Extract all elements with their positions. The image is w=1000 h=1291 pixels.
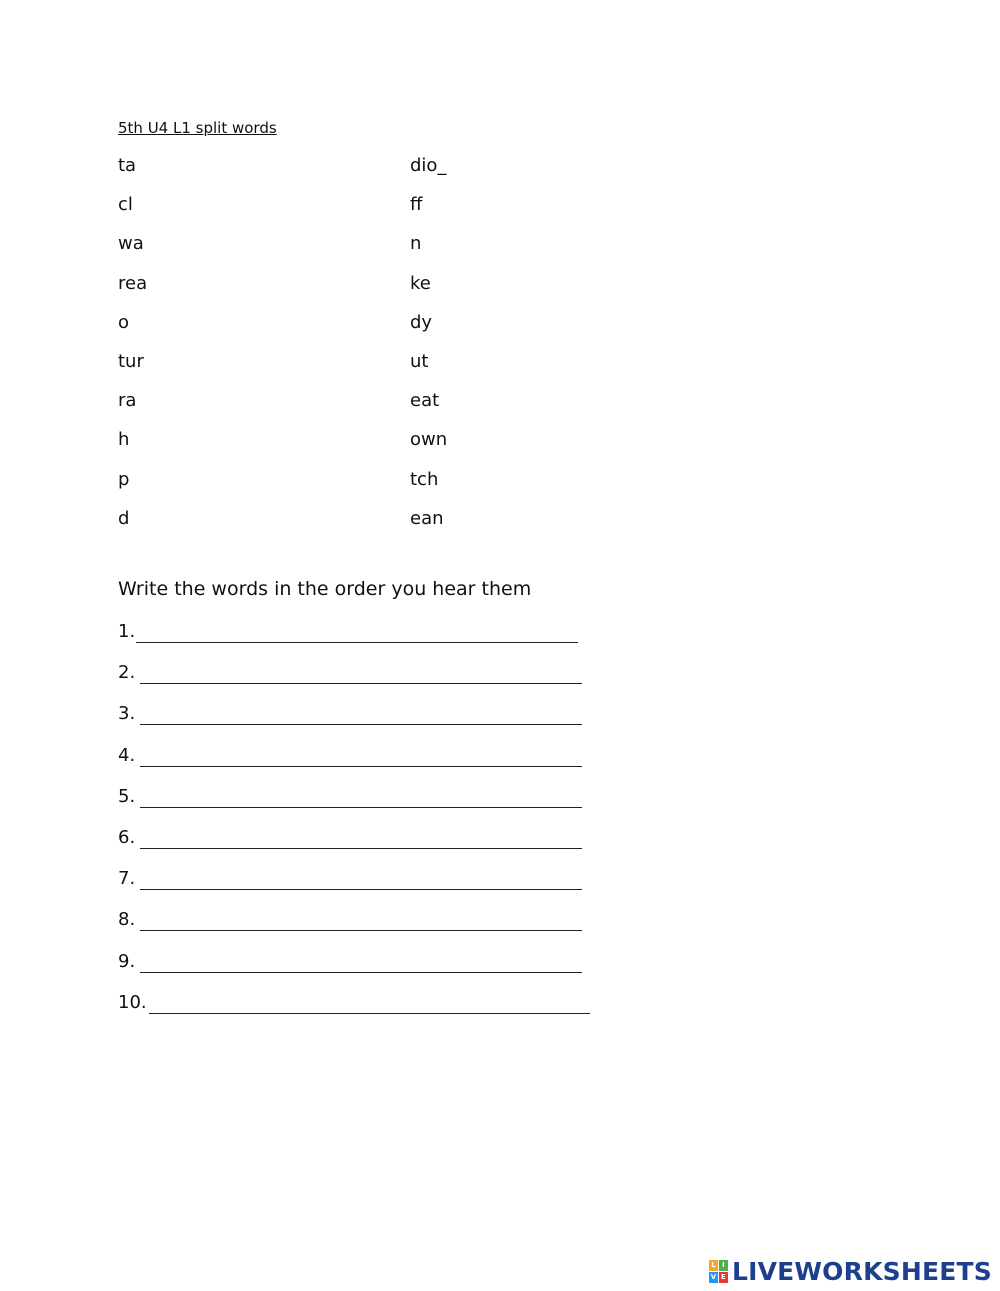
word-fragment: wa bbox=[118, 233, 144, 255]
right-word-column bbox=[410, 153, 447, 545]
word-fragment: ut bbox=[410, 350, 429, 372]
word-fragment: p bbox=[118, 468, 130, 490]
line-number: 5. bbox=[118, 785, 136, 807]
word-fragment: own bbox=[410, 429, 448, 451]
answer-lines bbox=[118, 619, 147, 1031]
answer-row bbox=[118, 825, 147, 866]
answer-blank[interactable] bbox=[140, 724, 582, 725]
answer-row bbox=[118, 866, 147, 907]
answer-blank[interactable] bbox=[136, 642, 578, 643]
logo-icon bbox=[709, 1260, 728, 1283]
word-fragment: d bbox=[118, 507, 130, 529]
answer-row bbox=[118, 743, 147, 784]
line-number: 4. bbox=[118, 744, 136, 766]
word-fragment: o bbox=[118, 311, 130, 333]
word-fragment: rea bbox=[118, 272, 148, 294]
answer-blank[interactable] bbox=[149, 1013, 590, 1014]
answer-blank[interactable] bbox=[140, 683, 582, 684]
answer-row bbox=[118, 701, 147, 742]
word-fragment: n bbox=[410, 233, 422, 255]
answer-blank[interactable] bbox=[140, 889, 582, 890]
word-fragment: ff bbox=[410, 194, 423, 216]
instruction-text: Write the words in the order you hear them bbox=[118, 578, 532, 600]
answer-row bbox=[118, 907, 147, 948]
word-fragment: eat bbox=[410, 390, 440, 412]
liveworksheets-logo bbox=[709, 1255, 992, 1287]
word-fragment: cl bbox=[118, 194, 133, 216]
logo-box: L bbox=[709, 1260, 718, 1271]
answer-row bbox=[118, 949, 147, 990]
word-fragment: tch bbox=[410, 468, 439, 490]
word-fragment: dio_ bbox=[410, 155, 447, 176]
answer-blank[interactable] bbox=[140, 848, 582, 849]
line-number: 3. bbox=[118, 703, 136, 725]
answer-blank[interactable] bbox=[140, 766, 582, 767]
left-word-column bbox=[118, 153, 147, 545]
word-fragment: ean bbox=[410, 507, 444, 529]
answer-blank[interactable] bbox=[140, 930, 582, 931]
answer-blank[interactable] bbox=[140, 807, 582, 808]
logo-box: V bbox=[710, 1272, 717, 1281]
worksheet-title: 5th U4 L1 split words bbox=[118, 119, 277, 137]
line-number: 9. bbox=[118, 950, 136, 972]
word-fragment: dy bbox=[410, 311, 433, 333]
line-number: 1. bbox=[118, 621, 136, 642]
answer-row bbox=[118, 619, 147, 660]
answer-blank[interactable] bbox=[140, 972, 582, 973]
line-number: 2. bbox=[118, 662, 136, 684]
line-number: 7. bbox=[118, 868, 136, 890]
answer-row bbox=[118, 990, 147, 1031]
answer-row bbox=[118, 784, 147, 825]
line-number: 8. bbox=[118, 909, 136, 931]
logo-text: LIVEWORKSHEETS bbox=[731, 1256, 992, 1286]
word-fragment: tur bbox=[118, 350, 144, 372]
line-number: 6. bbox=[118, 826, 136, 848]
word-fragment: h bbox=[118, 429, 130, 451]
word-fragment: ra bbox=[118, 390, 137, 412]
word-fragment: ta bbox=[118, 155, 137, 176]
logo-box: I bbox=[719, 1260, 728, 1271]
answer-row bbox=[118, 660, 147, 701]
logo-box: E bbox=[719, 1272, 728, 1283]
word-fragment: ke bbox=[410, 272, 431, 294]
line-number: 10. bbox=[118, 991, 147, 1013]
